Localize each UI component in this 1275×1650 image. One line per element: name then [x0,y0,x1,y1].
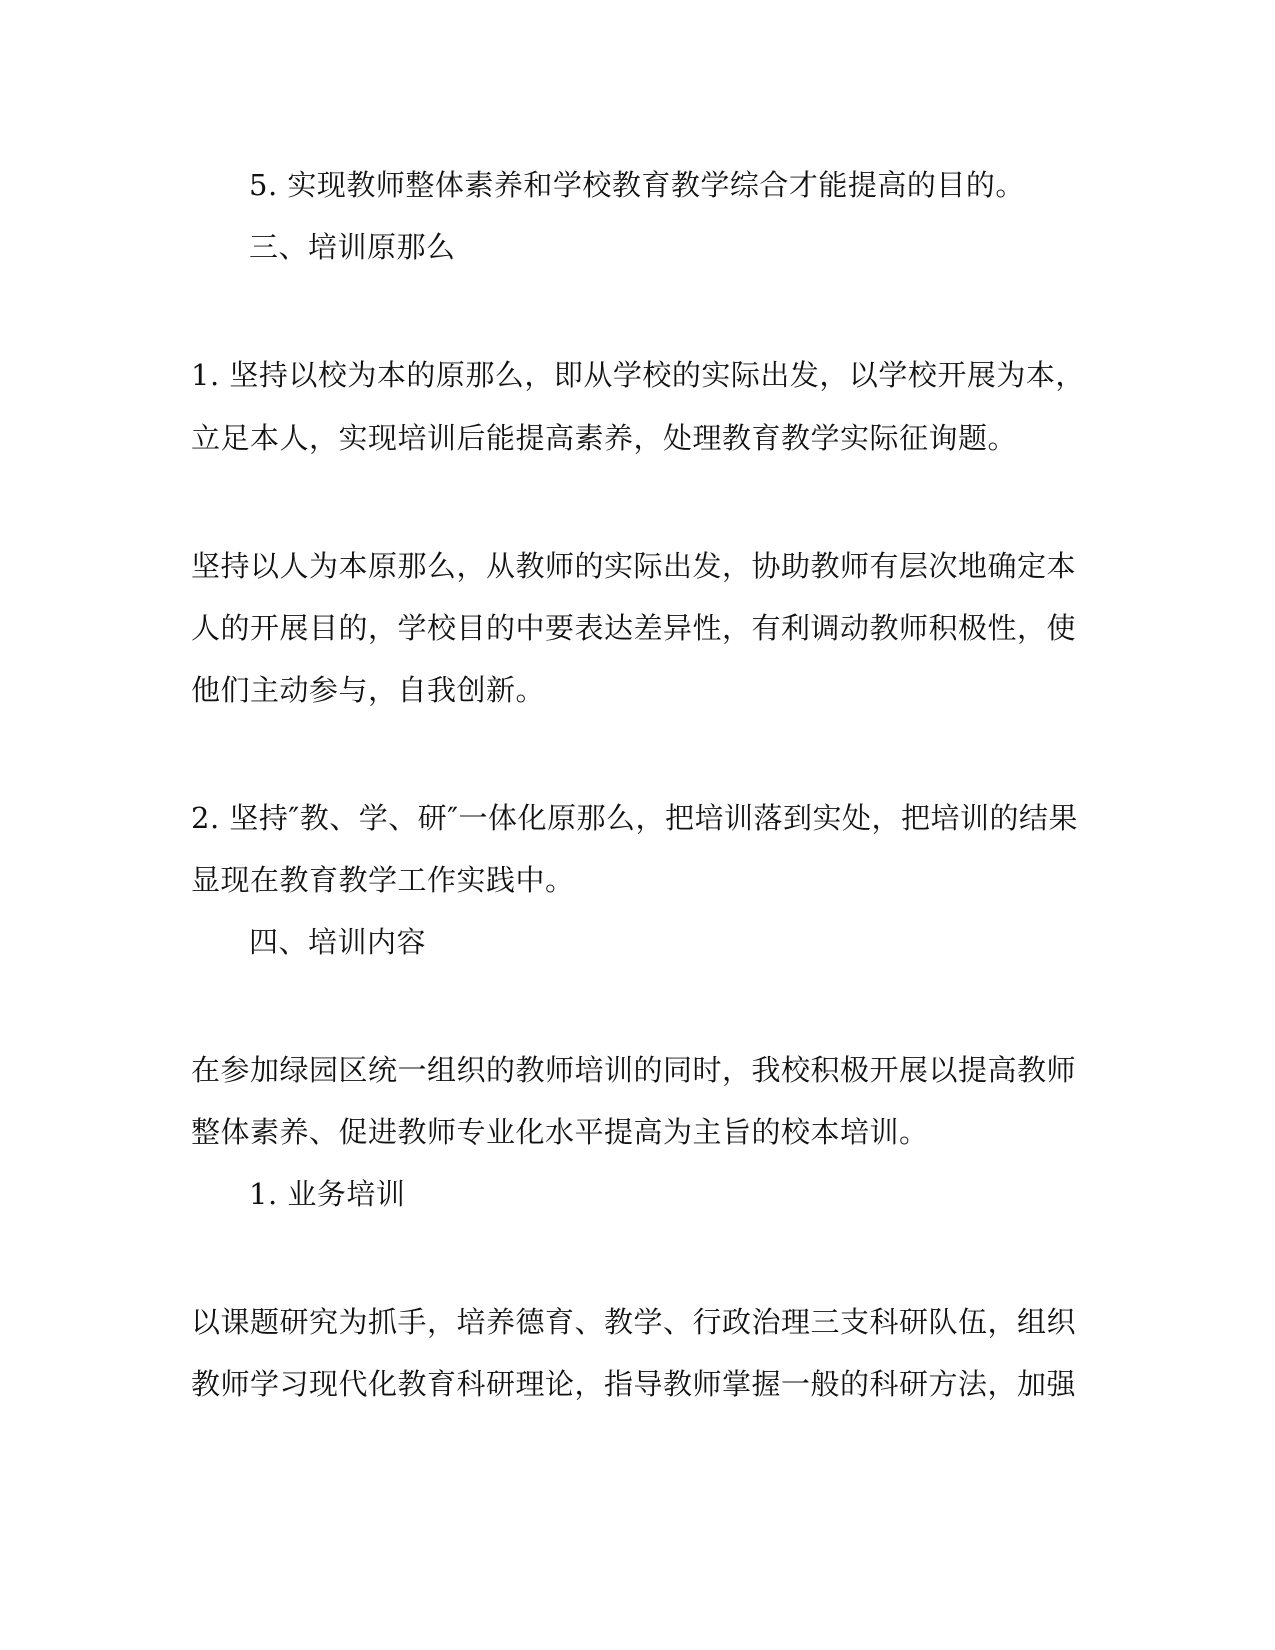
paragraph-line: 在参加绿园区统一组织的教师培训的同时，我校积极开展以提高教师 [191,1053,1077,1087]
paragraph-line: 他们主动参与，自我创新。 [191,673,546,707]
paragraph-line: 2. 坚持″教、学、研″一体化原那么，把培训落到实处，把培训的结果 [191,801,1079,835]
subsection-heading: 1. 业务培训 [249,1177,406,1211]
list-item-5: 5. 实现教师整体素养和学校教育教学综合才能提高的目的。 [249,168,1025,202]
section-heading-4: 四、培训内容 [249,925,427,959]
paragraph-line: 立足本人，实现培训后能提高素养，处理教育教学实际征询题。 [191,421,1018,455]
section-heading-3: 三、培训原那么 [249,230,456,264]
paragraph-line: 人的开展目的，学校目的中要表达差异性，有利调动教师积极性，使 [191,611,1077,645]
paragraph-line: 以课题研究为抓手，培养德育、教学、行政治理三支科研队伍，组织 [191,1305,1077,1339]
paragraph-line: 坚持以人为本原那么，从教师的实际出发，协助教师有层次地确定本 [191,549,1077,583]
paragraph-line: 教师学习现代化教育科研理论，指导教师掌握一般的科研方法，加强 [191,1367,1077,1401]
paragraph-line: 显现在教育教学工作实践中。 [191,863,575,897]
paragraph-line: 整体素养、促进教师专业化水平提高为主旨的校本培训。 [191,1115,929,1149]
paragraph-line: 1. 坚持以校为本的原那么，即从学校的实际出发，以学校开展为本， [191,358,1085,392]
